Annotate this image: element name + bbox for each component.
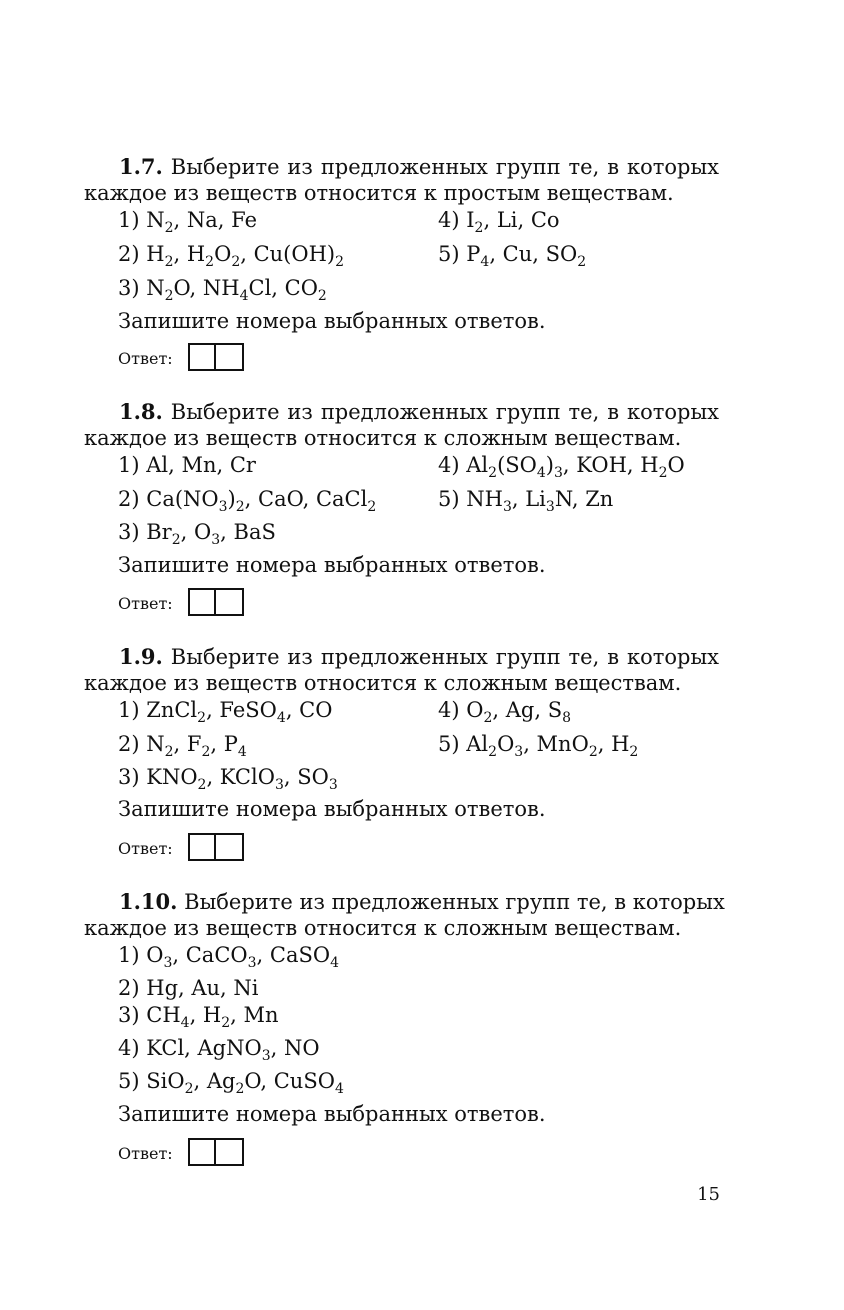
option-formula: $O_2$, Ag, $S_8$ <box>466 698 572 726</box>
option-3[interactable] <box>118 1003 279 1031</box>
question-stem-line2: каждое из веществ относится к сложным веществам. <box>84 916 682 940</box>
option-label: 4) <box>438 698 460 722</box>
question-number: 1.7. <box>119 154 163 179</box>
option-label: 3) <box>118 276 140 300</box>
option-4[interactable] <box>438 208 560 236</box>
option-2[interactable] <box>118 976 259 1000</box>
option-5[interactable] <box>438 242 587 270</box>
option-label: 5) <box>438 732 460 756</box>
option-formula: $KNO_2$, KClO$_3$, $SO_3$ <box>146 765 338 793</box>
option-2[interactable] <box>118 242 345 270</box>
answer-label: Ответ: <box>118 1144 173 1163</box>
answer-box-1[interactable] <box>188 588 216 616</box>
option-formula: $N_2O$, $NH_4Cl$, $CO_2$ <box>146 276 327 304</box>
option-formula: $Ca(NO_3)_2$, CaO, CaCl$_2$ <box>146 487 377 515</box>
question-stem-line2: каждое из веществ относится к сложным веществам. <box>84 426 682 450</box>
option-formula: $CH_4$, $H_2$, Mn <box>146 1003 279 1031</box>
option-formula: $H_2$, $H_2O_2$, $Cu(OH)_2$ <box>146 242 345 270</box>
stem-text: Выберите из предложенных групп те, в которых <box>177 890 725 914</box>
option-label: 1) <box>118 208 140 232</box>
stem-text: Выберите из предложенных групп те, в которых <box>162 645 719 669</box>
option-1[interactable] <box>118 208 257 236</box>
question-number: 1.8. <box>119 399 163 424</box>
option-2[interactable] <box>118 487 377 515</box>
answer-box-2[interactable] <box>216 588 244 616</box>
option-formula: $N_2$, $F_2$, $P_4$ <box>146 732 247 760</box>
option-1[interactable] <box>118 943 340 971</box>
instruction-text: Запишите номера выбранных ответов. <box>118 797 546 821</box>
option-formula: KCl, AgNO$_3$, NO <box>146 1036 320 1064</box>
option-label: 4) <box>118 1036 140 1060</box>
option-formula: $NH_3$, $Li_3N$, Zn <box>466 487 614 515</box>
option-label: 5) <box>118 1069 140 1093</box>
option-formula: $Al_2(SO_4)_3$, KOH, $H_2O$ <box>466 453 685 481</box>
option-label: 2) <box>118 487 140 511</box>
option-formula: $Br_2$, $O_3$, BaS <box>146 520 276 548</box>
question-stem-line2: каждое из веществ относится к простым веществам. <box>84 181 674 205</box>
option-formula: $I_2$, Li, Co <box>466 208 560 236</box>
option-label: 4) <box>438 453 460 477</box>
instruction-text: Запишите номера выбранных ответов. <box>118 309 546 333</box>
answer-box-1[interactable] <box>188 343 216 371</box>
option-3[interactable] <box>118 765 338 793</box>
option-label: 5) <box>438 487 460 511</box>
option-4[interactable] <box>438 698 572 726</box>
answer-box-2[interactable] <box>216 343 244 371</box>
option-3[interactable] <box>118 520 276 548</box>
question-stem-line2: каждое из веществ относится к сложным веществам. <box>84 671 682 695</box>
answer-label: Ответ: <box>118 594 173 613</box>
answer-label: Ответ: <box>118 839 173 858</box>
option-formula: SiO$_2$, $Ag_2O$, CuSO$_4$ <box>146 1069 344 1097</box>
option-label: 5) <box>438 242 460 266</box>
option-label: 3) <box>118 765 140 789</box>
answer-label: Ответ: <box>118 349 173 368</box>
option-label: 4) <box>438 208 460 232</box>
question-number: 1.9. <box>119 644 163 669</box>
option-3[interactable] <box>118 276 327 304</box>
answer-box-1[interactable] <box>188 833 216 861</box>
option-label: 1) <box>118 943 140 967</box>
option-formula: $P_4$, Cu, $SO_2$ <box>466 242 587 270</box>
instruction-text: Запишите номера выбранных ответов. <box>118 553 546 577</box>
option-4[interactable] <box>118 1036 320 1064</box>
page-number: 15 <box>697 1184 720 1205</box>
question-stem-line1 <box>119 400 719 424</box>
option-formula: $N_2$, Na, Fe <box>146 208 257 236</box>
instruction-text: Запишите номера выбранных ответов. <box>118 1102 546 1126</box>
question-number: 1.10. <box>119 889 178 914</box>
question-stem-line1 <box>119 889 725 914</box>
option-2[interactable] <box>118 732 247 760</box>
option-formula: $Al_2O_3$, MnO$_2$, $H_2$ <box>466 732 639 760</box>
option-label: 2) <box>118 976 140 1000</box>
option-formula: Hg, Au, Ni <box>146 976 259 1000</box>
option-label: 3) <box>118 1003 140 1027</box>
option-1[interactable] <box>118 698 333 726</box>
stem-text: Выберите из предложенных групп те, в которых <box>162 155 719 179</box>
answer-box-2[interactable] <box>216 1138 244 1166</box>
option-label: 2) <box>118 242 140 266</box>
option-label: 1) <box>118 453 140 477</box>
option-label: 1) <box>118 698 140 722</box>
question-stem-line1 <box>119 155 719 179</box>
answer-box-1[interactable] <box>188 1138 216 1166</box>
option-1[interactable] <box>118 453 256 477</box>
option-formula: ZnCl$_2$, FeSO$_4$, CO <box>146 698 333 726</box>
option-label: 3) <box>118 520 140 544</box>
question-stem-line1 <box>119 645 719 669</box>
option-5[interactable] <box>438 487 614 515</box>
stem-text: Выберите из предложенных групп те, в которых <box>162 400 719 424</box>
option-formula: Al, Mn, Cr <box>146 453 256 477</box>
option-formula: $O_3$, CaCO$_3$, CaSO$_4$ <box>146 943 340 971</box>
answer-box-2[interactable] <box>216 833 244 861</box>
option-5[interactable] <box>118 1069 344 1097</box>
option-4[interactable] <box>438 453 685 481</box>
option-label: 2) <box>118 732 140 756</box>
option-5[interactable] <box>438 732 639 760</box>
